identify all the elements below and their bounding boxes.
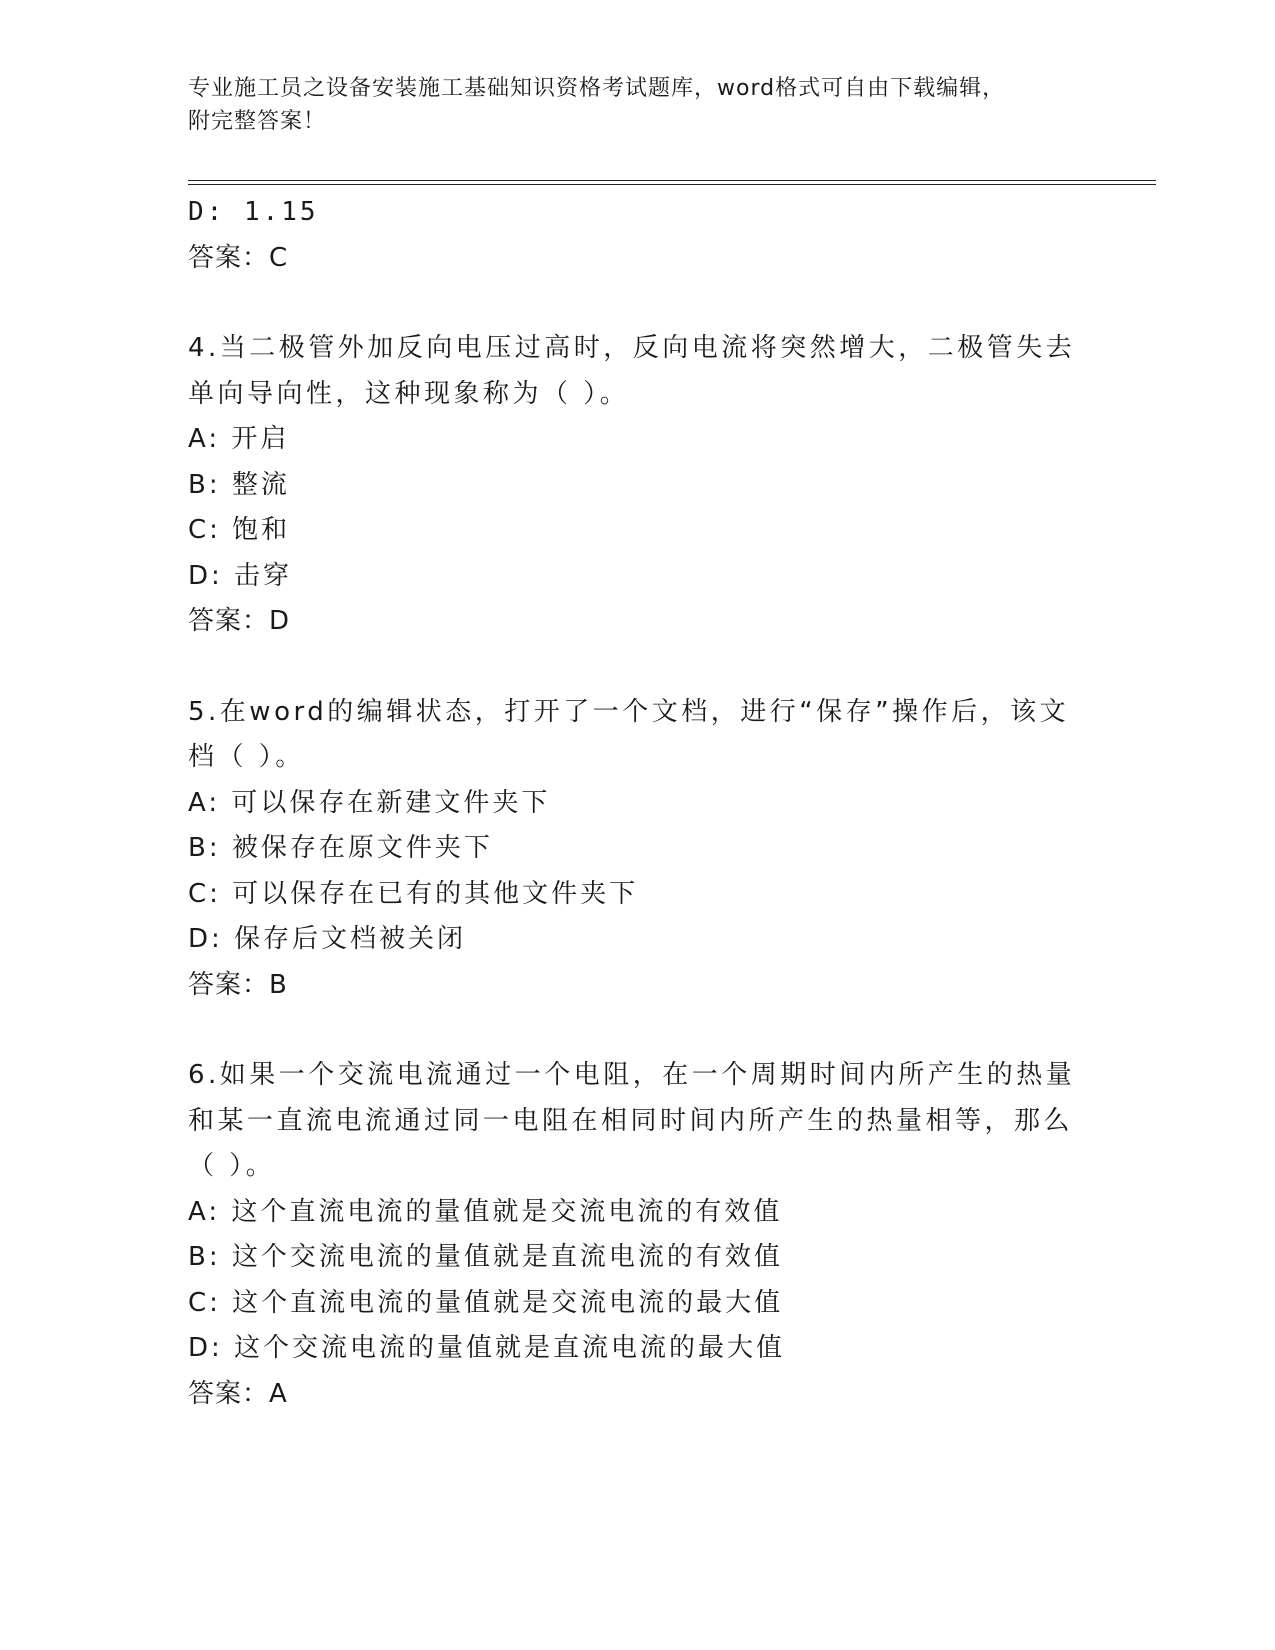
option-a: A: 可以保存在新建文件夹下 <box>188 787 551 818</box>
answer-line: 答案：A <box>188 1378 288 1409</box>
question-stem: 档（ ）。 <box>188 742 305 772</box>
option-c: C: 饱和 <box>188 515 291 545</box>
option-a: A: 开启 <box>188 424 290 454</box>
answer-line: 答案：D <box>188 606 291 636</box>
question-stem: 6.如果一个交流电流通过一个电阻，在一个周期时间内所产生的热量 <box>188 1060 1076 1090</box>
carry-over-block <box>188 190 1088 281</box>
question-list <box>188 190 1088 1417</box>
spacer <box>188 645 1088 690</box>
header-title-line-2: 附完整答案！ <box>188 109 327 134</box>
answer-line: 答案：B <box>188 969 288 1000</box>
question-stem: 和某一直流电流通过同一电阻在相同时间内所产生的热量相等，那么 <box>188 1105 1074 1136</box>
answer-line: 答案：C <box>188 242 289 273</box>
spacer <box>188 281 1088 326</box>
option-c: C: 这个直流电流的量值就是交流电流的最大值 <box>188 1287 784 1318</box>
option-b: B: 整流 <box>188 469 290 500</box>
question-6 <box>188 1053 1088 1417</box>
option-d: D: 保存后文档被关闭 <box>188 924 467 954</box>
option-b: B: 被保存在原文件夹下 <box>188 833 493 863</box>
question-4 <box>188 326 1088 645</box>
question-stem: 单向导向性，这种现象称为（ ）。 <box>188 378 630 409</box>
option-d: D: 这个交流电流的量值就是直流电流的最大值 <box>188 1333 786 1363</box>
header-title-line-1: 专业施工员之设备安装施工基础知识资格考试题库，word格式可自由下载编辑， <box>188 76 1006 101</box>
header-divider-top <box>188 180 1156 181</box>
option-b: B: 这个交流电流的量值就是直流电流的有效值 <box>188 1242 783 1272</box>
option-d: D: 1.15 <box>188 197 319 227</box>
header-divider-bottom <box>188 184 1156 185</box>
spacer <box>188 1008 1088 1053</box>
question-stem: （ ）。 <box>188 1151 276 1181</box>
question-stem: 4.当二极管外加反向电压过高时，反向电流将突然增大，二极管失去 <box>188 333 1076 363</box>
question-stem: 5.在word的编辑状态，打开了一个文档，进行“保存”操作后，该文 <box>188 696 1070 727</box>
option-d: D: 击穿 <box>188 560 293 591</box>
document-header <box>188 72 1068 138</box>
question-5 <box>188 690 1088 1009</box>
option-a: A: 这个直流电流的量值就是交流电流的有效值 <box>188 1196 783 1227</box>
option-c: C: 可以保存在已有的其他文件夹下 <box>188 878 639 909</box>
